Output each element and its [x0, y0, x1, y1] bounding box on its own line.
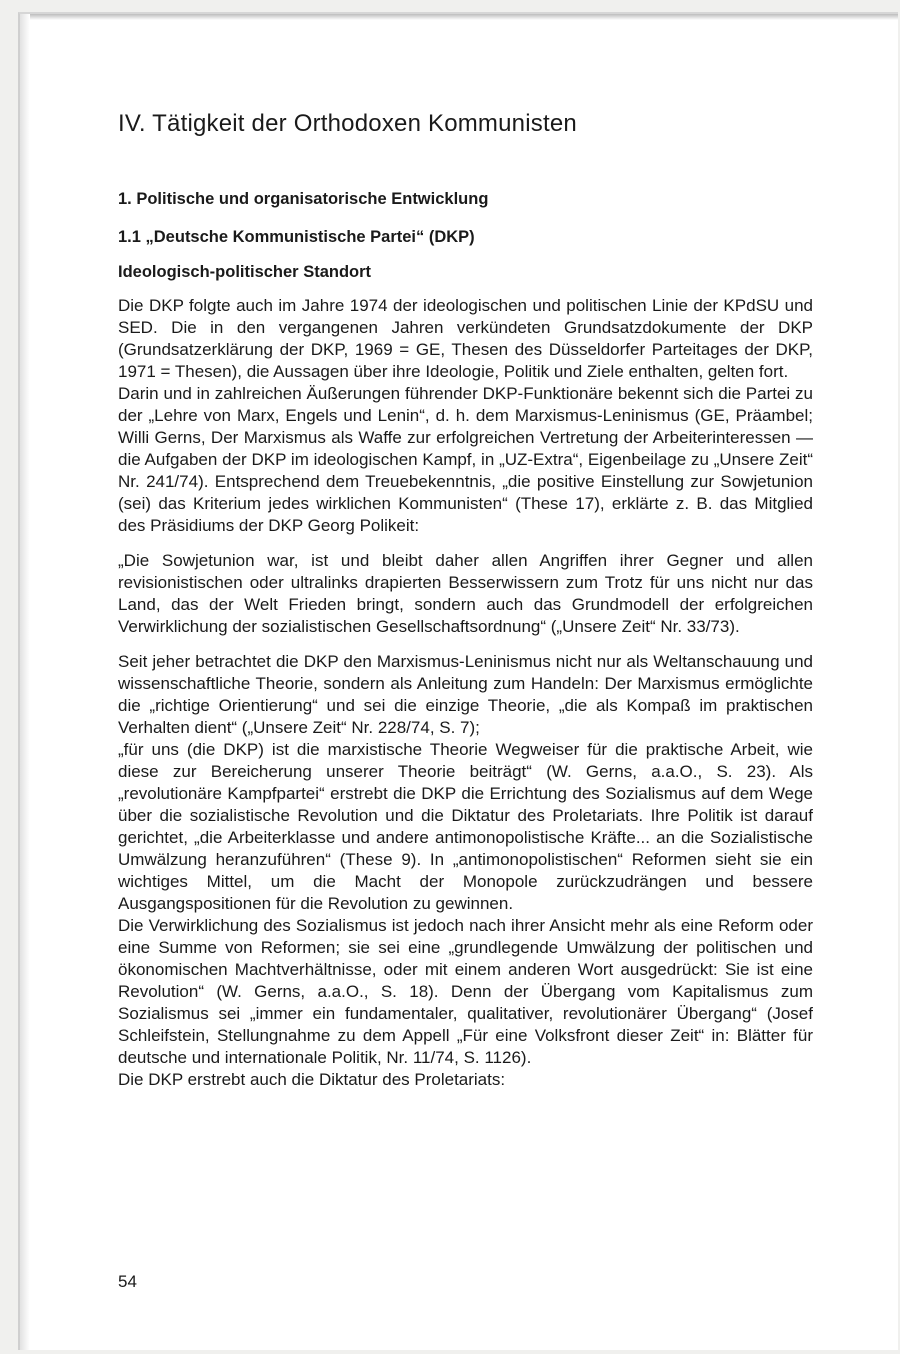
paragraph-3: Seit jeher betrachtet die DKP den Marxismus-Leninismus nicht nur als Weltanschauung und wissenschaftliche Theorie, sondern als Anleitung zum Handeln: Der Marxismus ermöglichte die „richtige Orientierung“ und sei die einzige Theorie, „die als Kompaß im praktischen Verhalten dient“ („Unsere Zeit“ Nr. 228/74, S. 7); [118, 652, 813, 737]
block-quote: „Die Sowjetunion war, ist und bleibt daher allen Angriffen ihrer Gegner und allen revisionistischen oder ultralinks drapierten Besserwissern zum Trotz für uns nicht nur das Land, das der Welt Frieden bringt, sondern auch das Grundmodell der erfolgreichen Verwirklichung der sozialistischen Gesellschaftsordnung“ („Unsere Zeit“ Nr. 33/73). [118, 551, 813, 636]
page-content [118, 110, 813, 1091]
paragraph-6: Die DKP erstrebt auch die Diktatur des Proletariats: [118, 1070, 506, 1089]
section-heading: 1. Politische und organisatorische Entwicklung [118, 190, 489, 208]
paragraph-2: Darin und in zahlreichen Äußerungen führender DKP-Funktionäre bekennt sich die Partei zu der „Lehre von Marx, Engels und Lenin“, d. h. dem Marxismus-Leninismus (GE, Präambel; Willi Gerns, Der Marxismus als Waffe zur erfolgreichen Vertretung der Arbeiterinteressen — die Aufgaben der DKP im ideologischen Kampf, in „UZ-Extra“, Eigenbeilage zu „Unsere Zeit“ Nr. 241/74). Entsprechend dem Treuebekenntnis, „die positive Einstellung zur Sowjetunion (sei) das Kriterium jedes wirklichen Kommunisten“ (These 17), erklärte z. B. das Mitglied des Präsidiums der DKP Georg Polikeit: [118, 384, 813, 535]
page-number: 54 [118, 1272, 137, 1291]
subsubsection-heading: Ideologisch-politischer Standort [118, 263, 372, 281]
chapter-title: IV. Tätigkeit der Orthodoxen Kommunisten [118, 110, 577, 137]
subsection-heading: 1.1 „Deutsche Kommunistische Partei“ (DKP) [118, 228, 475, 246]
scan-edge-left [20, 14, 30, 1350]
scan-edge-top [20, 14, 898, 20]
paragraph-4: „für uns (die DKP) ist die marxistische Theorie Wegweiser für die praktische Arbeit, wie diese zur Bereicherung unserer Theorie beiträgt“ (W. Gerns, a.a.O., S. 23). Als „revolutionäre Kampfpartei“ erstrebt die DKP die Errichtung des Sozialismus auf dem Wege über die sozialistische Revolution und die Diktatur des Proletariats. Ihre Politik ist darauf gerichtet, „die Arbeiterklasse und andere antimonopolistische Kräfte... an die Sozialistische Umwälzung heranzuführen“ (These 9). In „antimonopolistischen“ Reformen sieht sie ein wichtiges Mittel, um die Macht der Monopole zurückzudrängen und bessere Ausgangspositionen für die Revolution zu gewinnen. [118, 740, 813, 913]
paragraph-1: Die DKP folgte auch im Jahre 1974 der ideologischen und politischen Linie der KPdSU und SED. Die in den vergangenen Jahren verkündeten Grundsatzdokumente der DKP (Grundsatzerklärung der DKP, 1969 = GE, Thesen des Düsseldorfer Parteitages der DKP, 1971 = Thesen), die Aussagen über ihre Ideologie, Politik und Ziele enthalten, gelten fort. [118, 296, 813, 381]
paragraph-5: Die Verwirklichung des Sozialismus ist jedoch nach ihrer Ansicht mehr als eine Reform oder eine Summe von Reformen; sie sei eine „grundlegende Umwälzung der politischen und ökonomischen Machtverhältnisse, oder mit einem anderen Wort ausgedrückt: Sie ist eine Revolution“ (W. Gerns, a.a.O., S. 18). Denn der Übergang vom Kapitalismus zum Sozialismus sei „immer ein fundamentaler, qualitativer, revolutionärer Übergang“ (Josef Schleifstein, Stellungnahme zu dem Appell „Für eine Volksfront dieser Zeit“ in: Blätter für deutsche und internationale Politik, Nr. 11/74, S. 1126). [118, 916, 813, 1067]
